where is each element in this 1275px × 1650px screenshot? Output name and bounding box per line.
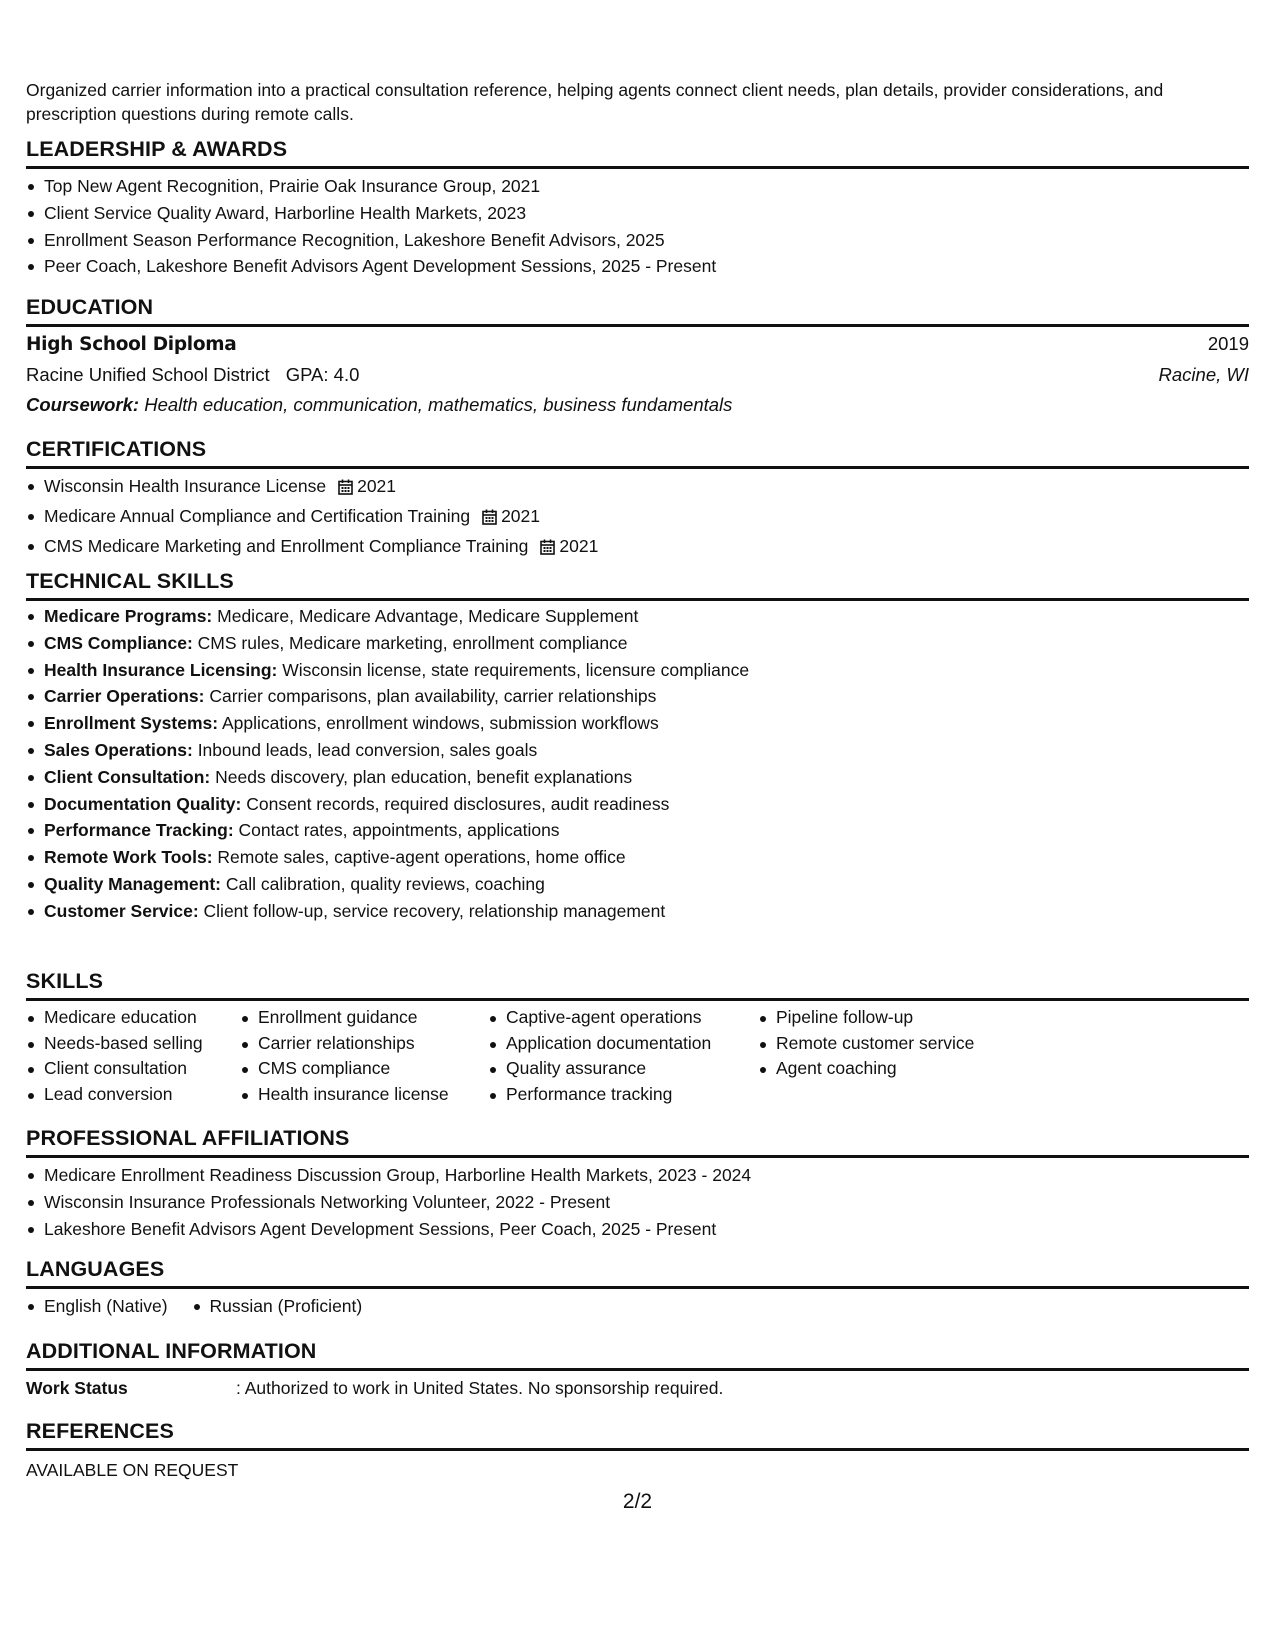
list-item [26,737,1249,764]
skill-detail: Contact rates, appointments, applications [238,820,560,841]
list-item: Health insurance license [240,1082,488,1108]
cert-name: CMS Medicare Marketing and Enrollment Compliance Training [44,535,529,556]
list-item: Medicare education [26,1005,240,1031]
skill-category: Customer Service: [44,900,199,921]
skill-detail: Wisconsin license, state requirements, licensure compliance [282,659,750,680]
coursework-label: Coursework: [26,394,140,415]
list-item: Client Service Quality Award, Harborline Health Markets, 2023 [26,200,1249,227]
certifications-list [26,473,1249,562]
list-item [26,898,1249,925]
education-year: 2019 [1207,333,1249,354]
skills-column [26,1005,240,1107]
coursework-text: Health education, communication, mathematics, business fundamentals [144,394,733,415]
section-title: LEADERSHIP & AWARDS [26,136,1249,169]
list-item: Top New Agent Recognition, Prairie Oak Insurance Group, 2021 [26,173,1249,200]
skill-category: Performance Tracking: [44,820,234,841]
section-title: EDUCATION [26,294,1249,327]
skill-category: Documentation Quality: [44,793,242,814]
work-status-value: : Authorized to work in United States. No sponsorship required. [236,1378,724,1398]
cert-year: 2021 [559,535,599,556]
skills-column [240,1005,488,1107]
calendar-icon [338,476,353,503]
skill-detail: Inbound leads, lead conversion, sales goals [197,739,538,760]
skills-columns [26,1005,1249,1107]
work-status-row [26,1375,1249,1401]
references-text: AVAILABLE ON REQUEST [26,1460,239,1480]
skill-detail: CMS rules, Medicare marketing, enrollment compliance [197,632,628,653]
list-item [26,871,1249,898]
skill-detail: Call calibration, quality reviews, coaching [225,873,545,894]
technical-skills-list [26,603,1249,925]
references-section [26,1418,1249,1483]
cert-year: 2021 [501,505,541,526]
list-item: Quality assurance [488,1056,758,1082]
list-item [26,630,1249,657]
skill-category: Client Consultation: [44,766,211,787]
affiliations-section [26,1125,1249,1242]
list-item: Russian (Proficient) [192,1293,363,1320]
education-entry [26,329,1249,420]
list-item: Enrollment guidance [240,1005,488,1031]
list-item: Agent coaching [758,1056,1018,1082]
section-title: CERTIFICATIONS [26,436,1249,469]
skill-category: Quality Management: [44,873,221,894]
skill-category: Health Insurance Licensing: [44,659,278,680]
list-item: Performance tracking [488,1082,758,1108]
list-item: Wisconsin Insurance Professionals Networking Volunteer, 2022 - Present [26,1189,1249,1216]
technical-skills-section [26,568,1249,925]
list-item [26,657,1249,684]
list-item [26,764,1249,791]
section-title: REFERENCES [26,1418,1249,1451]
list-item [26,683,1249,710]
list-item [26,817,1249,844]
list-item: Needs-based selling [26,1031,240,1057]
list-item: CMS compliance [240,1056,488,1082]
list-item [26,473,1249,503]
list-item [26,844,1249,871]
leadership-section [26,136,1249,280]
list-item [26,710,1249,737]
list-item: English (Native) [26,1293,168,1320]
list-item [26,533,1249,563]
affiliations-list [26,1162,1249,1242]
skills-column [488,1005,758,1107]
skill-category: CMS Compliance: [44,632,193,653]
skill-category: Medicare Programs: [44,606,213,626]
school-line [26,360,359,390]
list-item: Client consultation [26,1056,240,1082]
skill-category: Sales Operations: [44,739,193,760]
skill-detail: Applications, enrollment windows, submission workflows [221,713,659,734]
section-title: SKILLS [26,968,1249,1001]
list-item: Enrollment Season Performance Recognition, Lakeshore Benefit Advisors, 2025 [26,227,1249,254]
calendar-icon [540,536,555,563]
list-item: Carrier relationships [240,1031,488,1057]
skill-detail: Client follow-up, service recovery, relationship management [203,900,666,921]
school-name: Racine Unified School District [26,364,270,385]
skill-detail: Remote sales, captive-agent operations, home office [217,847,626,868]
section-title: ADDITIONAL INFORMATION [26,1338,1249,1371]
list-item: Pipeline follow-up [758,1005,1018,1031]
section-title: LANGUAGES [26,1256,1249,1289]
list-item [26,603,1249,630]
skill-detail: Needs discovery, plan education, benefit explanations [215,766,633,787]
list-item: Lead conversion [26,1082,240,1108]
skill-detail: Medicare, Medicare Advantage, Medicare Supplement [217,606,639,626]
skill-category: Remote Work Tools: [44,847,213,868]
list-item [26,503,1249,533]
education-location: Racine, WI [1158,364,1249,385]
skill-category: Carrier Operations: [44,686,205,707]
skill-category: Enrollment Systems: [44,713,219,734]
list-item: Peer Coach, Lakeshore Benefit Advisors Agent Development Sessions, 2025 - Present [26,253,1249,280]
coursework [26,390,1249,420]
section-title: TECHNICAL SKILLS [26,568,1249,601]
intro-paragraph: Organized carrier information into a practical consultation reference, helping agents connect client needs, plan details, provider considerations, and prescription questions during remote calls. [26,80,1164,124]
certifications-section [26,436,1249,562]
skills-column [758,1005,1018,1107]
skills-section [26,968,1249,1107]
languages-section [26,1256,1249,1320]
skill-detail: Carrier comparisons, plan availability, carrier relationships [209,686,657,707]
calendar-icon [482,506,497,533]
page-number: 2/2 [622,1490,653,1513]
work-status-label: Work Status [26,1378,128,1398]
list-item: Remote customer service [758,1031,1018,1057]
section-title: PROFESSIONAL AFFILIATIONS [26,1125,1249,1158]
gpa: GPA: 4.0 [285,364,360,385]
list-item [26,791,1249,818]
skill-detail: Consent records, required disclosures, audit readiness [246,793,670,814]
cert-name: Medicare Annual Compliance and Certification Training [44,505,471,526]
degree: High School Diploma [26,334,237,355]
leadership-list [26,173,1249,280]
list-item: Application documentation [488,1031,758,1057]
list-item: Medicare Enrollment Readiness Discussion Group, Harborline Health Markets, 2023 - 2024 [26,1162,1249,1189]
cert-name: Wisconsin Health Insurance License [44,476,327,496]
list-item: Captive-agent operations [488,1005,758,1031]
list-item: Lakeshore Benefit Advisors Agent Development Sessions, Peer Coach, 2025 - Present [26,1216,1249,1243]
languages-list [26,1293,1249,1320]
additional-info-section [26,1338,1249,1401]
education-section [26,294,1249,420]
cert-year: 2021 [357,476,397,496]
